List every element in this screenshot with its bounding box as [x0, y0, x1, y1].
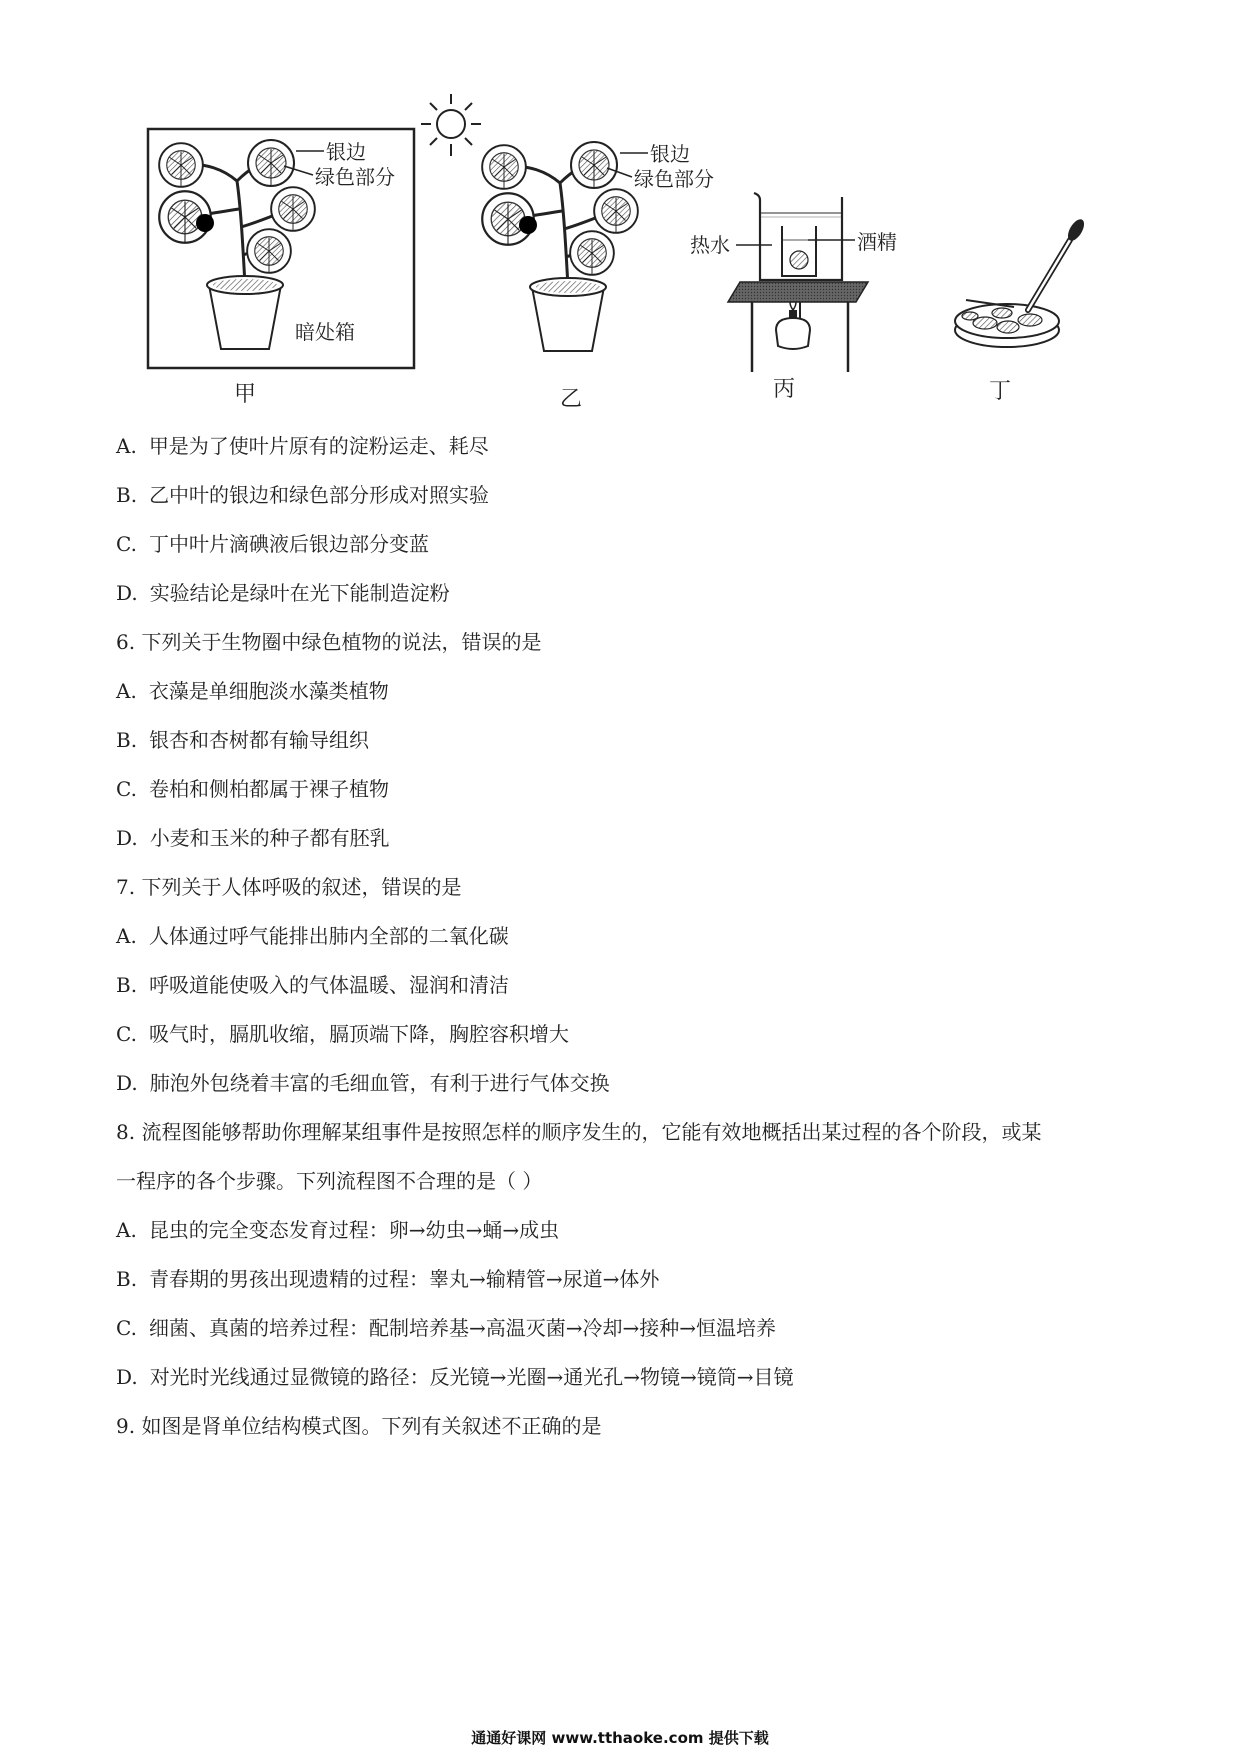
q8-option-c [116, 1304, 1196, 1353]
q6-stem: 6. 下列关于生物圈中绿色植物的说法，错误的是 [116, 630, 542, 654]
asbestos-board [728, 282, 868, 302]
option-text: 呼吸道能使吸入的气体温暖、湿润和清洁 [149, 973, 510, 997]
option-text: 昆虫的完全变态发育过程：卵→幼虫→蛹→成虫 [148, 1218, 560, 1242]
water-bath-apparatus [728, 193, 868, 372]
page-footer: 通通好课网 www.tthaoke.com 提供下载 [471, 1729, 769, 1747]
option-letter: A. [116, 434, 137, 458]
q5-option-c [116, 520, 1196, 569]
plant-b-illustration [482, 142, 638, 351]
option-text: 衣藻是单细胞淡水藻类植物 [148, 679, 389, 703]
plant-a-silver-edge-label: 银边 [326, 140, 366, 164]
option-text: 卷柏和侧柏都属于裸子植物 [148, 777, 389, 801]
option-text: 肺泡外包绕着丰富的毛细血管，有利于进行气体交换 [149, 1071, 610, 1095]
option-letter: A. [116, 924, 137, 948]
q7-option-b [116, 961, 1196, 1010]
option-text: 吸气时，膈肌收缩，膈顶端下降，胸腔容积增大 [148, 1022, 569, 1046]
q6-option-d [116, 814, 1196, 863]
option-text: 银杏和杏树都有输导组织 [149, 728, 370, 752]
questions-block [116, 422, 1196, 1451]
option-text: 乙中叶的银边和绿色部分形成对照实验 [149, 483, 490, 507]
q7-option-a [116, 912, 1196, 961]
option-text: 细菌、真菌的培养过程：配制培养基→高温灭菌→冷却→接种→恒温培养 [148, 1316, 776, 1340]
sun-icon [421, 94, 481, 156]
option-letter: C. [116, 1316, 137, 1340]
q6-option-a [116, 667, 1196, 716]
option-text: 丁中叶片滴碘液后银边部分变蓝 [148, 532, 429, 556]
q7-stem: 7. 下列关于人体呼吸的叙述，错误的是 [116, 875, 462, 899]
caption-jia: 甲 [233, 382, 257, 407]
option-letter: B. [116, 728, 138, 752]
petri-dish-apparatus [955, 217, 1087, 347]
q5-option-a [116, 422, 1196, 471]
option-letter: C. [116, 777, 137, 801]
option-letter: C. [116, 532, 137, 556]
option-letter: D. [116, 581, 138, 605]
plant-b-green-part-label: 绿色部分 [634, 167, 714, 191]
q5-option-d [116, 569, 1196, 618]
alcohol-label: 酒精 [857, 230, 897, 254]
option-text: 对光时光线通过显微镜的路径：反光镜→光圈→通光孔→物镜→镜筒→目镜 [149, 1365, 794, 1389]
option-letter: D. [116, 1365, 138, 1389]
q8-option-a [116, 1206, 1196, 1255]
alcohol-lamp [776, 318, 810, 349]
q8-option-b [116, 1255, 1196, 1304]
q8-option-d [116, 1353, 1196, 1402]
caption-bing: 丙 [772, 377, 796, 402]
q7-option-d [116, 1059, 1196, 1108]
dark-box-label: 暗处箱 [295, 320, 355, 344]
option-text: 青春期的男孩出现遗精的过程：睾丸→输精管→尿道→体外 [149, 1267, 660, 1291]
option-text: 甲是为了使叶片原有的淀粉运走、耗尽 [148, 434, 489, 458]
q7-option-c [116, 1010, 1196, 1059]
caption-ding: 丁 [988, 379, 1012, 404]
option-letter: A. [116, 679, 137, 703]
option-text: 实验结论是绿叶在光下能制造淀粉 [149, 581, 450, 605]
q5-option-b [116, 471, 1196, 520]
option-letter: B. [116, 1267, 138, 1291]
option-text: 小麦和玉米的种子都有胚乳 [149, 826, 390, 850]
plant-b-silver-edge-label: 银边 [650, 142, 690, 166]
caption-yi: 乙 [559, 387, 583, 412]
option-letter: B. [116, 483, 138, 507]
option-letter: D. [116, 1071, 138, 1095]
option-letter: C. [116, 1022, 137, 1046]
option-letter: D. [116, 826, 138, 850]
q8-stem-line-2: 一程序的各个步骤。下列流程图不合理的是（ ） [116, 1169, 543, 1193]
experiment-figure [0, 0, 1240, 420]
option-text: 人体通过呼气能排出肺内全部的二氧化碳 [148, 924, 509, 948]
option-letter: B. [116, 973, 138, 997]
q9-stem: 9. 如图是肾单位结构模式图。下列有关叙述不正确的是 [116, 1414, 602, 1438]
option-letter: A. [116, 1218, 137, 1242]
q6-option-b [116, 716, 1196, 765]
q8-stem-line-1: 8. 流程图能够帮助你理解某组事件是按照怎样的顺序发生的，它能有效地概括出某过程的各个阶段，或某 [116, 1120, 1042, 1144]
plant-a-illustration [159, 140, 315, 349]
q6-option-c [116, 765, 1196, 814]
hot-water-label: 热水 [690, 233, 730, 257]
plant-a-green-part-label: 绿色部分 [315, 165, 395, 189]
